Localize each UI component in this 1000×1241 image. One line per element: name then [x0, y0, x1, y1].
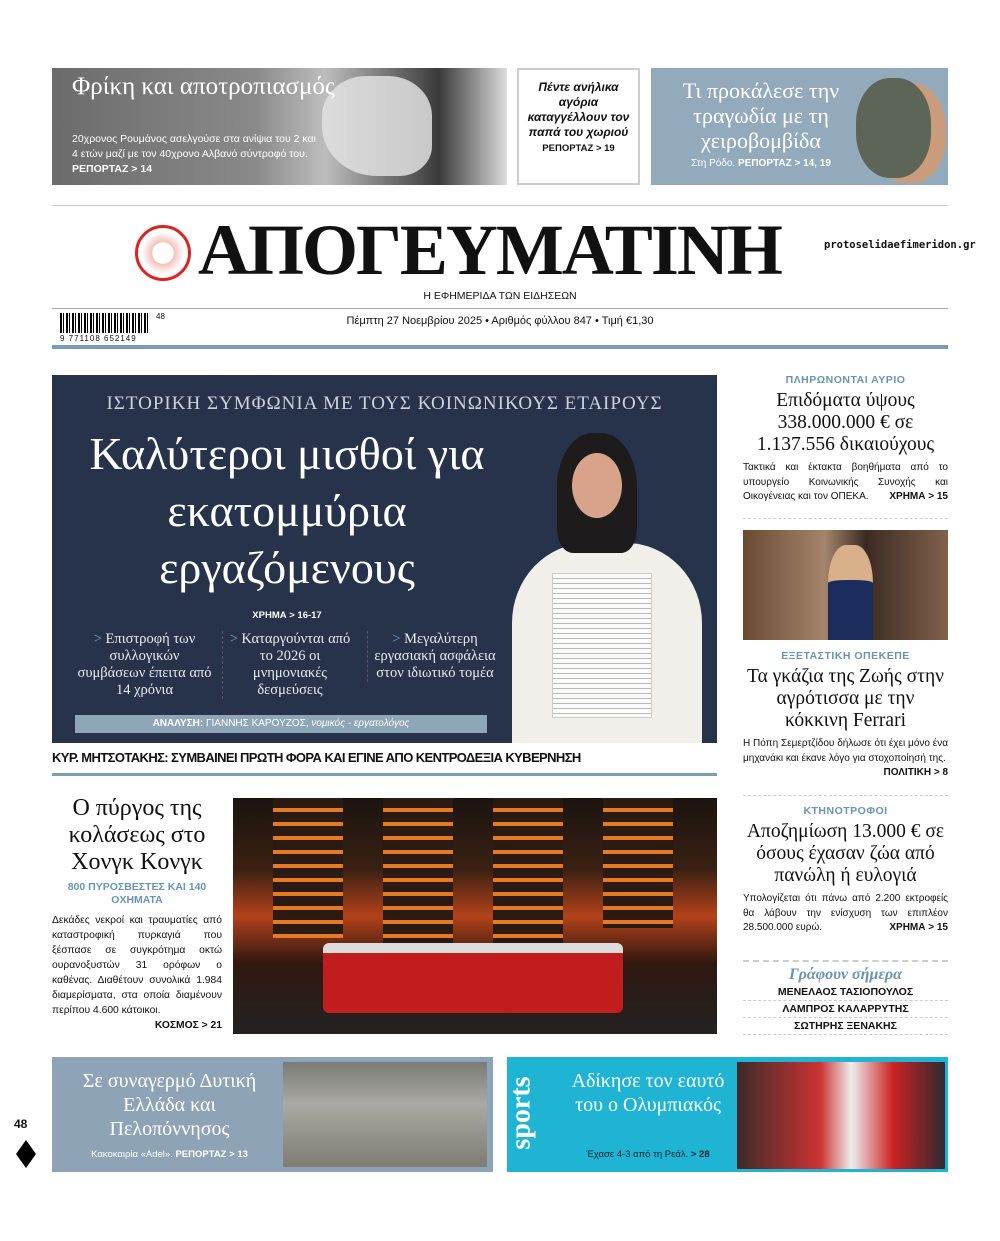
lead-bullet: > Επιστροφή των συλλογικών συμβάσεων έπειτα από 14 χρόνια: [77, 631, 212, 698]
quote-bar[interactable]: ΚΥΡ. ΜΗΤΣΟΤΑΚΗΣ: ΣΥΜΒΑΙΝΕΙ ΠΡΩΤΗ ΦΟΡΑ ΚΑΙ ΕΓΙΝΕ ΑΠΟ ΚΕΝΤΡΟΔΕΞΙΑ ΚΥΒΕΡΝΗΣΗ: [52, 750, 581, 765]
diamond-icon: [16, 1140, 36, 1168]
writer-name[interactable]: ΣΩΤΗΡΗΣ ΞΕΝΑΚΗΣ: [743, 1018, 948, 1035]
writers-box: [743, 960, 948, 1035]
watermark: protoselidaefimeridon.gr: [824, 239, 976, 251]
top-banner-priest-story[interactable]: [517, 68, 640, 185]
divider: [743, 795, 948, 796]
flood-photo: [283, 1062, 487, 1167]
minister-photo: [512, 433, 702, 743]
banner-headline: Σε συναγερμό Δυτική Ελλάδα και Πελοπόννησος: [82, 1070, 257, 1140]
lead-bullet: > Καταργούνται από το 2026 οι μνημονιακές δεσμεύσεις: [222, 631, 357, 699]
divider-bar: [52, 345, 948, 349]
banner-ref: ΡΕΠΟΡΤΑΖ > 19: [542, 143, 615, 154]
hearing-photo: [743, 530, 948, 640]
story-headline: Ο πύργος της κολάσεως στο Χονγκ Κονγκ: [68, 795, 206, 875]
banner-headline: Τι προκάλεσε την τραγωδία με τη χειροβομβίδα: [682, 78, 840, 153]
story-kicker: ΚΤΗΝΟΤΡΟΦΟΙ: [803, 805, 888, 817]
writer-name[interactable]: ΜΕΝΕΛΑΟΣ ΤΑΣΙΟΠΟΥΛΟΣ: [743, 984, 948, 1001]
barcode: [60, 313, 150, 333]
story-kicker: ΠΛΗΡΩΝΟΝΤΑΙ ΑΥΡΙΟ: [785, 374, 906, 386]
right-story-opekepe[interactable]: [743, 650, 948, 781]
page-number: 48: [14, 1117, 28, 1131]
story-text: Δεκάδες νεκροί και τραυματίες από καταστροφική πυρκαγιά που ξέσπασε σε συγκρότημα οκτώ ουρανοξυστών 31 ορόφων ο καθένας. Διαθέτουν συνολικά 1.984 διαμερίσματα, στα οποία διαμένουν περίπου 4.600 κάτοικοι. ΚΟΣΜΟΣ > 21: [52, 915, 222, 1031]
divider: [743, 518, 948, 519]
newspaper-emblem-icon: [135, 225, 191, 281]
banner-headline: Πέντε ανήλικα αγόρια καταγγέλλουν τον παπά του χωριού: [527, 80, 630, 139]
writer-name[interactable]: ΛΑΜΠΡΟΣ ΚΑΛΑΡΡΥΤΗΣ: [743, 1001, 948, 1018]
divider: [52, 205, 948, 206]
right-story-livestock[interactable]: [743, 805, 948, 936]
grenade-photo: [856, 78, 931, 178]
divider: [52, 308, 948, 309]
story-headline: Επιδόματα ύψους 338.000.000 € σε 1.137.556 δικαιούχους: [756, 390, 935, 455]
story-headline: Αποζημίωση 13.000 € σε όσους έχασαν ζώα από πανώλη ή ευλογιά: [746, 821, 945, 886]
sports-section-label: sports: [505, 1076, 537, 1150]
banner-text: 20χρονος Ρουμάνος ασελγούσε στα ανίψια του 2 και 4 ετών μαζί με τον 40χρονο Αλβανό σύντροφό του. ΡΕΠΟΡΤΑΖ > 14: [72, 133, 316, 175]
banner-text: Έχασε 4-3 από τη Ρεάλ. > 28: [586, 1149, 710, 1160]
lead-bullet: > Μεγαλύτερη εργασιακή ασφάλεια στον ιδιωτικό τομέα: [367, 631, 502, 682]
football-photo: [737, 1062, 945, 1169]
banner-headline: Αδίκησε τον εαυτό του ο Ολυμπιακός: [571, 1070, 725, 1116]
fire-photo: [233, 798, 717, 1034]
analysis-bar: ΑΝΑΛΥΣΗ: ΓΙΑΝΝΗΣ ΚΑΡΟΥΖΟΣ, νομικός - εργατολόγος: [75, 715, 487, 733]
story-kicker: 800 ΠΥΡΟΣΒΕΣΤΕΣ ΚΑΙ 140 ΟΧΗΜΑΤΑ: [67, 881, 207, 906]
lead-story[interactable]: [52, 375, 717, 743]
top-banner-grenade-story[interactable]: [651, 68, 948, 185]
story-text: Υπολογίζεται ότι πάνω από 2.200 εκτροφείς θα λάβουν την ενίσχυση των επιπλέον 28.500.000 ευρώ. ΧΡΗΜΑ > 15: [743, 893, 948, 933]
divider-bar: [52, 773, 717, 776]
hongkong-story[interactable]: [52, 795, 222, 1033]
bottom-banner-sports[interactable]: [507, 1057, 948, 1172]
banner-text: Στη Ρόδο. ΡΕΠΟΡΤΑΖ > 14, 19: [691, 158, 831, 169]
hand-photo: [322, 76, 432, 176]
story-text: Η Πόπη Σεμερτζίδου δήλωσε ότι έχει μόνο ένα μηχανάκι και έκανε λόγο για στοχοποίησή της. ΠΟΛΙΤΙΚΗ > 8: [743, 738, 948, 778]
masthead-subtitle: Η ΕΦΗΜΕΡΙΔΑ ΤΩΝ ΕΙΔΗΣΕΩΝ: [423, 290, 577, 302]
lead-ref: ΧΡΗΜΑ > 16-17: [252, 610, 322, 621]
date-line: Πέμπτη 27 Νοεμβρίου 2025 • Αριθμός φύλλου 847 • Τιμή €1,30: [346, 315, 654, 327]
right-story-benefits[interactable]: [743, 374, 948, 505]
story-kicker: ΕΞΕΤΑΣΤΙΚΗ ΟΠΕΚΕΠΕ: [781, 650, 910, 662]
story-headline: Τα γκάζια της Ζωής στην αγρότισσα με την κόκκινη Ferrari: [747, 666, 944, 731]
story-text: Τακτικά και έκτακτα βοηθήματα από το υπουργείο Κοινωνικής Συνοχής και Οικογένειας και τον ΟΠΕΚΑ. ΧΡΗΜΑ > 15: [743, 462, 948, 502]
barcode-issue: 48: [156, 312, 165, 321]
lead-headline: Καλύτεροι μισθοί για εκατομμύρια εργαζόμενους: [89, 428, 485, 593]
masthead-title: ΑΠΟΓΕΥΜΑΤΙΝΗ: [198, 210, 781, 290]
lead-kicker: ΙΣΤΟΡΙΚΗ ΣΥΜΦΩΝΙΑ ΜΕ ΤΟΥΣ ΚΟΙΝΩΝΙΚΟΥΣ ΕΤΑΙΡΟΥΣ: [106, 393, 663, 414]
bottom-banner-weather[interactable]: [52, 1057, 493, 1172]
top-banner-abuse-story[interactable]: [52, 68, 507, 185]
banner-text: Κακοκαιρία «Adel». ΡΕΠΟΡΤΑΖ > 13: [91, 1149, 248, 1160]
barcode-number: 9 771108 652149: [60, 334, 137, 343]
banner-headline: Φρίκη και αποτροπιασμός: [72, 73, 335, 100]
writers-title: Γράφουν σήμερα: [743, 960, 948, 984]
